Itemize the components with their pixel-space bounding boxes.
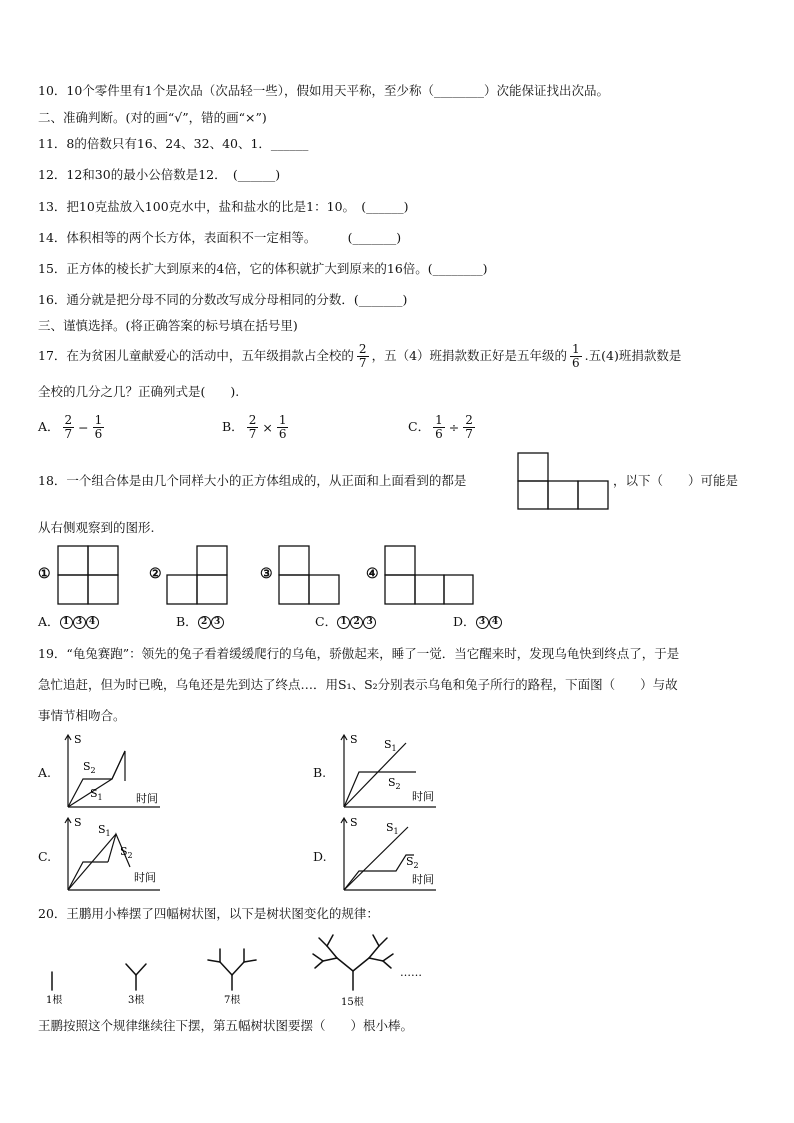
q18-text-2: ，以下（ ）可能是: [613, 473, 739, 488]
q19-line-3: 事情节相吻合。: [38, 708, 126, 723]
rabbit-line: [344, 772, 416, 807]
tree-4: [313, 935, 393, 990]
q18-fig-label-2: ②: [149, 566, 162, 582]
q20-count-4: 15根: [341, 997, 364, 1008]
q18-figure-3: [278, 545, 340, 605]
q19-graph-label-a: A.: [38, 765, 52, 780]
svg-text:S: S: [350, 816, 358, 829]
section-3-heading: 三、谨慎选择。(将正确答案的标号填在括号里): [38, 318, 298, 333]
q18-view-figure: [517, 452, 609, 510]
q20-count-2: 3根: [128, 995, 145, 1006]
q19-graph-b: [336, 734, 446, 810]
q18-fig-label-4: ④: [366, 566, 379, 582]
section-2-heading: 二、准确判断。(对的画“√”，错的画“×”): [38, 110, 267, 125]
turtle-line: [344, 827, 408, 890]
q19-graph-label-c: C.: [38, 849, 52, 864]
q19-graph-label-d: D.: [313, 849, 327, 864]
q20-line-1: 20．王鹏用小棒摆了四幅树状图，以下是树状图变化的规律：: [38, 906, 379, 921]
q17-fraction-2-7: $\frac{2}{7}$: [358, 342, 367, 370]
q19-graph-d: [336, 817, 446, 893]
rabbit-line: [344, 855, 414, 890]
q19-graph-c: [60, 817, 170, 893]
q18-figure-2: [166, 545, 228, 605]
q17-option-a: A． $\frac{2}{7}$ − $\frac{1}{6}$: [38, 413, 103, 441]
svg-text:S2: $S_2$: [388, 776, 401, 791]
svg-text:S1: $S_1$: [386, 821, 399, 836]
svg-text:时间: 时间: [134, 871, 156, 884]
svg-text:S2: $S_2$: [120, 845, 133, 860]
q19-line-2: 急忙追赶，但为时已晚，乌龟还是先到达了终点…．用S₁、S₂分别表示乌龟和兔子所行的路程，下面图（ ）与故: [38, 677, 678, 692]
q18-option-d: D． 3 4: [453, 614, 502, 630]
q18-option-b: B． 2 3: [176, 614, 224, 630]
q18-text-1: 18．一个组合体是由几个同样大小的正方体组成的，从正面和上面看到的都是: [38, 473, 467, 488]
question-14: 14．体积相等的两个长方体，表面积不一定相等。 (_______): [38, 230, 402, 245]
s2-label: $S_2$: [83, 760, 96, 775]
turtle-line: [68, 834, 116, 890]
turtle-line: [344, 743, 406, 807]
question-17: [38, 341, 681, 371]
q17-text-3: .五(4)班捐款数是: [584, 348, 682, 363]
q18-fig-label-3: ③: [260, 566, 273, 582]
q17-fraction-1-6: $\frac{1}{6}$: [572, 342, 580, 370]
q18-option-c: C． 1 2 3: [315, 614, 376, 630]
tree-2: [126, 964, 146, 990]
axis-s: S: [74, 733, 82, 746]
svg-text:S2: $S_2$: [406, 855, 419, 870]
question-13: 13．把10克盐放入100克水中，盐和盐水的比是1：10。 (______): [38, 199, 409, 214]
svg-text:时间: 时间: [412, 790, 434, 803]
q20-tree-figures: [40, 930, 460, 1010]
q17-line-2: 全校的几分之几？正确列式是( ).: [38, 384, 240, 399]
question-15: 15．正方体的棱长扩大到原来的4倍，它的体积就扩大到原来的16倍。(________): [38, 261, 488, 276]
q18-figure-4: [384, 545, 475, 605]
q19-graph-a: [60, 734, 170, 810]
svg-text:S: S: [350, 733, 358, 746]
tree-3: [208, 949, 256, 990]
q20-count-3: 7根: [224, 995, 241, 1006]
q18-option-a: A． 1 3 4: [38, 614, 99, 630]
question-10: 10．10个零件里有1个是次品（次品轻一些），假如用天平称，至少称（________）次能保证找出次品。: [38, 83, 610, 98]
q19-graph-label-b: B.: [313, 765, 327, 780]
svg-text:S1: $S_1$: [98, 823, 111, 838]
s1-label: $S_1$: [90, 787, 103, 802]
q18-fig-label-1: ①: [38, 566, 51, 582]
question-16: 16．通分就是把分母不同的分数改写成分母相同的分数．(_______): [38, 292, 408, 307]
q18-line-2: 从右侧观察到的图形.: [38, 520, 155, 535]
question-11: 11．8的倍数只有16、24、32、40、1．______: [38, 136, 309, 151]
q20-count-1: 1根: [46, 995, 63, 1006]
q17-text-1: 17．在为贫困儿童献爱心的活动中，五年级捐款占全校的: [38, 348, 354, 363]
q19-line-1: 19．“龟兔赛跑”：领先的兔子看着缓缓爬行的乌龟，骄傲起来，睡了一觉．当它醒来时，发现乌龟快到终点了，于是: [38, 646, 680, 661]
q20-line-2: 王鹏按照这个规律继续往下摆，第五幅树状图要摆（ ）根小棒。: [38, 1018, 414, 1033]
q17-text-2: ，五（4）班捐款数正好是五年级的: [371, 348, 568, 363]
q20-dots: ……: [400, 966, 422, 979]
q17-option-b: B． $\frac{2}{7}$ × $\frac{1}{6}$: [222, 413, 287, 441]
q17-option-c: C． $\frac{1}{6}$ ÷ $\frac{2}{7}$: [408, 413, 473, 441]
q18-figure-1: [57, 545, 119, 605]
svg-text:S1: $S_1$: [384, 738, 397, 753]
axis-time: 时间: [136, 792, 158, 805]
svg-text:S: S: [74, 816, 82, 829]
question-12: 12．12和30的最小公倍数是12． (______): [38, 167, 281, 182]
svg-text:时间: 时间: [412, 873, 434, 886]
